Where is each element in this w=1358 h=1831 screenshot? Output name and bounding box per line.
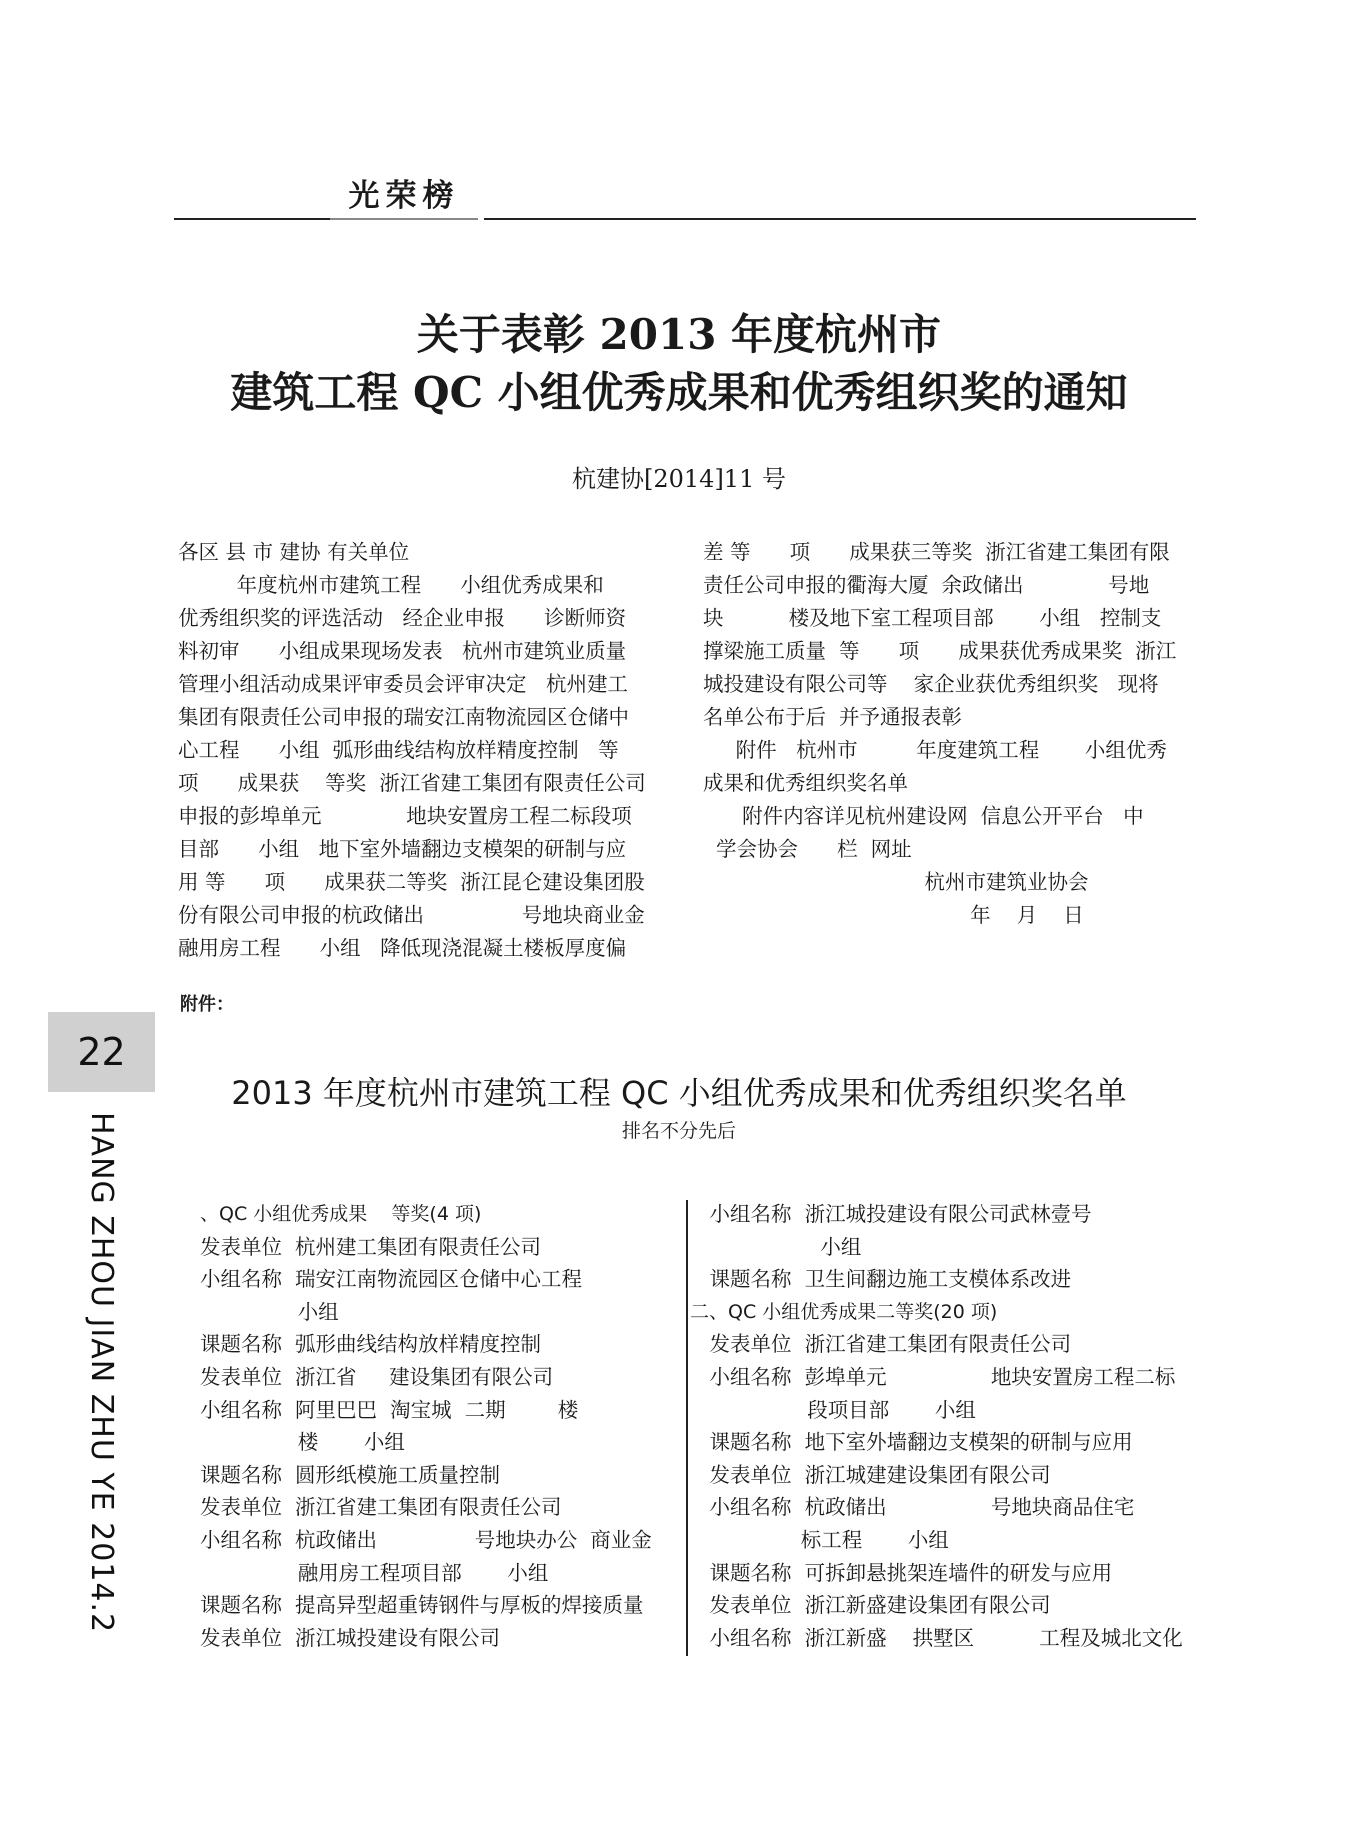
list-entry-line: 段项目部 小组 bbox=[690, 1397, 976, 1422]
list-entry-line: 发表单位 浙江城建建设集团有限公司 bbox=[690, 1462, 1051, 1487]
body-text-line: 各区 县 市 建协 有关单位 bbox=[178, 540, 410, 564]
list-entry-line: 发表单位 浙江省 建设集团有限公司 bbox=[200, 1364, 554, 1389]
body-text-line: 年度杭州市建筑工程 小组优秀成果和 bbox=[178, 573, 604, 597]
list-entry-line: 课题名称 圆形纸模施工质量控制 bbox=[200, 1462, 501, 1487]
section-header: 光荣榜 bbox=[330, 174, 478, 220]
list-entry-line: 小组名称 浙江城投建设有限公司武林壹号 bbox=[690, 1202, 1092, 1226]
list-entry-line: 小组名称 浙江新盛 拱墅区 工程及城北文化 bbox=[690, 1625, 1183, 1650]
list-entry-line: 发表单位 浙江省建工集团有限责任公司 bbox=[200, 1495, 562, 1520]
header-rule-right bbox=[484, 218, 1196, 220]
body-text-line: 目部 小组 地下室外墙翻边支模架的研制与应 bbox=[178, 837, 627, 861]
list-entry-line: 课题名称 卫生间翻边施工支模体系改进 bbox=[690, 1267, 1072, 1292]
body-text-line: 块 楼及地下室工程项目部 小组 控制支 bbox=[703, 606, 1162, 630]
body-text-line: 申报的彭埠单元 地块安置房工程二标段项 bbox=[178, 804, 632, 828]
list-entry-line: 小组名称 阿里巴巴 淘宝城 二期 楼 bbox=[200, 1397, 579, 1422]
list-entry-line: 小组名称 杭政储出 号地块办公 商业金 bbox=[200, 1527, 652, 1552]
list-entry-line: 标工程 小组 bbox=[690, 1527, 949, 1552]
body-text-line: 心工程 小组 弧形曲线结构放样精度控制 等 bbox=[178, 738, 619, 762]
body-text-line: 成果和优秀组织奖名单 bbox=[703, 771, 908, 795]
body-text-line: 名单公布于后 并予通报表彰 bbox=[703, 705, 963, 729]
body-text-line: 撑梁施工质量 等 项 成果获优秀成果奖 浙江 bbox=[703, 639, 1177, 663]
list-entry-line: 、QC 小组优秀成果 等奖(4 项) bbox=[200, 1203, 482, 1225]
body-text-line: 项 成果获 等奖 浙江省建工集团有限责任公司 bbox=[178, 771, 646, 795]
list-entry-line: 楼 小组 bbox=[200, 1430, 405, 1455]
body-text-line: 年 月 日 bbox=[703, 903, 1084, 927]
header-rule-left bbox=[174, 218, 330, 220]
notice-title-line1: 关于表彰 2013 年度杭州市 bbox=[416, 310, 942, 359]
body-text-line: 料初审 小组成果现场发表 杭州市建筑业质量 bbox=[178, 639, 627, 663]
list-entry-line: 融用房工程项目部 小组 bbox=[200, 1560, 549, 1585]
list-entry-line: 小组名称 瑞安江南物流园区仓储中心工程 bbox=[200, 1267, 583, 1292]
list-entry-line: 课题名称 地下室外墙翻边支模架的研制与应用 bbox=[690, 1430, 1133, 1455]
list-entry-line: 课题名称 提高异型超重铸钢件与厚板的焊接质量 bbox=[200, 1593, 644, 1618]
body-text-line: 杭州市建筑业协会 bbox=[703, 870, 1089, 894]
list-entry-line: 发表单位 杭州建工集团有限责任公司 bbox=[200, 1234, 542, 1259]
body-text-line: 差 等 项 成果获三等奖 浙江省建工集团有限 bbox=[703, 540, 1170, 564]
column-divider bbox=[686, 1200, 688, 1656]
body-text-line: 责任公司申报的衢海大厦 余政储出 号地 bbox=[703, 573, 1150, 597]
body-text-line: 附件内容详见杭州建设网 信息公开平台 中 bbox=[703, 804, 1144, 828]
list-right-column bbox=[690, 1198, 1200, 1654]
list-left-column bbox=[200, 1198, 680, 1654]
list-entry-line: 发表单位 浙江城投建设有限公司 bbox=[200, 1625, 501, 1650]
body-text-line: 管理小组活动成果评审委员会评审决定 杭州建工 bbox=[178, 672, 629, 696]
list-entry-line: 小组名称 杭政储出 号地块商品住宅 bbox=[690, 1495, 1135, 1520]
body-text-line: 附件 杭州市 年度建筑工程 小组优秀 bbox=[703, 738, 1167, 762]
list-entry-line: 发表单位 浙江省建工集团有限责任公司 bbox=[690, 1332, 1072, 1357]
list-entry-line: 小组 bbox=[690, 1234, 862, 1259]
body-text-line: 学会协会 栏 网址 bbox=[703, 837, 912, 861]
list-entry-line: 课题名称 弧形曲线结构放样精度控制 bbox=[200, 1332, 542, 1357]
body-text-line: 城投建设有限公司等 家企业获优秀组织奖 现将 bbox=[703, 672, 1159, 696]
body-text-line: 集团有限责任公司申报的瑞安江南物流园区仓储中 bbox=[178, 705, 629, 729]
list-subtitle: 排名不分先后 bbox=[621, 1120, 736, 1142]
notice-title-line2: 建筑工程 QC 小组优秀成果和优秀组织奖的通知 bbox=[230, 368, 1128, 417]
list-entry-line: 二、QC 小组优秀成果二等奖(20 项) bbox=[690, 1300, 998, 1323]
list-entry-line: 小组名称 彭埠单元 地块安置房工程二标 bbox=[690, 1364, 1176, 1389]
list-title: 2013 年度杭州市建筑工程 QC 小组优秀成果和优秀组织奖名单 bbox=[231, 1074, 1127, 1112]
body-right-column bbox=[703, 536, 1197, 932]
page-number: 22 bbox=[48, 1012, 155, 1092]
body-text-line: 优秀组织奖的评选活动 经企业申报 诊断师资 bbox=[178, 606, 627, 630]
list-entry-line: 课题名称 可拆卸悬挑架连墙件的研发与应用 bbox=[690, 1560, 1113, 1585]
body-left-column bbox=[178, 536, 672, 965]
list-entry-line: 小组 bbox=[200, 1299, 339, 1324]
attachment-label: 附件： bbox=[180, 994, 234, 1015]
body-text-line: 份有限公司申报的杭政储出 号地块商业金 bbox=[178, 903, 645, 927]
body-text-line: 用 等 项 成果获二等奖 浙江昆仑建设集团股 bbox=[178, 870, 645, 894]
body-text-line: 融用房工程 小组 降低现浇混凝土楼板厚度偏 bbox=[178, 936, 627, 960]
document-number: 杭建协[2014]11 号 bbox=[572, 465, 786, 493]
magazine-vertical-title: HANG ZHOU JIAN ZHU YE 2014.2 bbox=[84, 1112, 119, 1634]
list-entry-line: 发表单位 浙江新盛建设集团有限公司 bbox=[690, 1593, 1051, 1618]
